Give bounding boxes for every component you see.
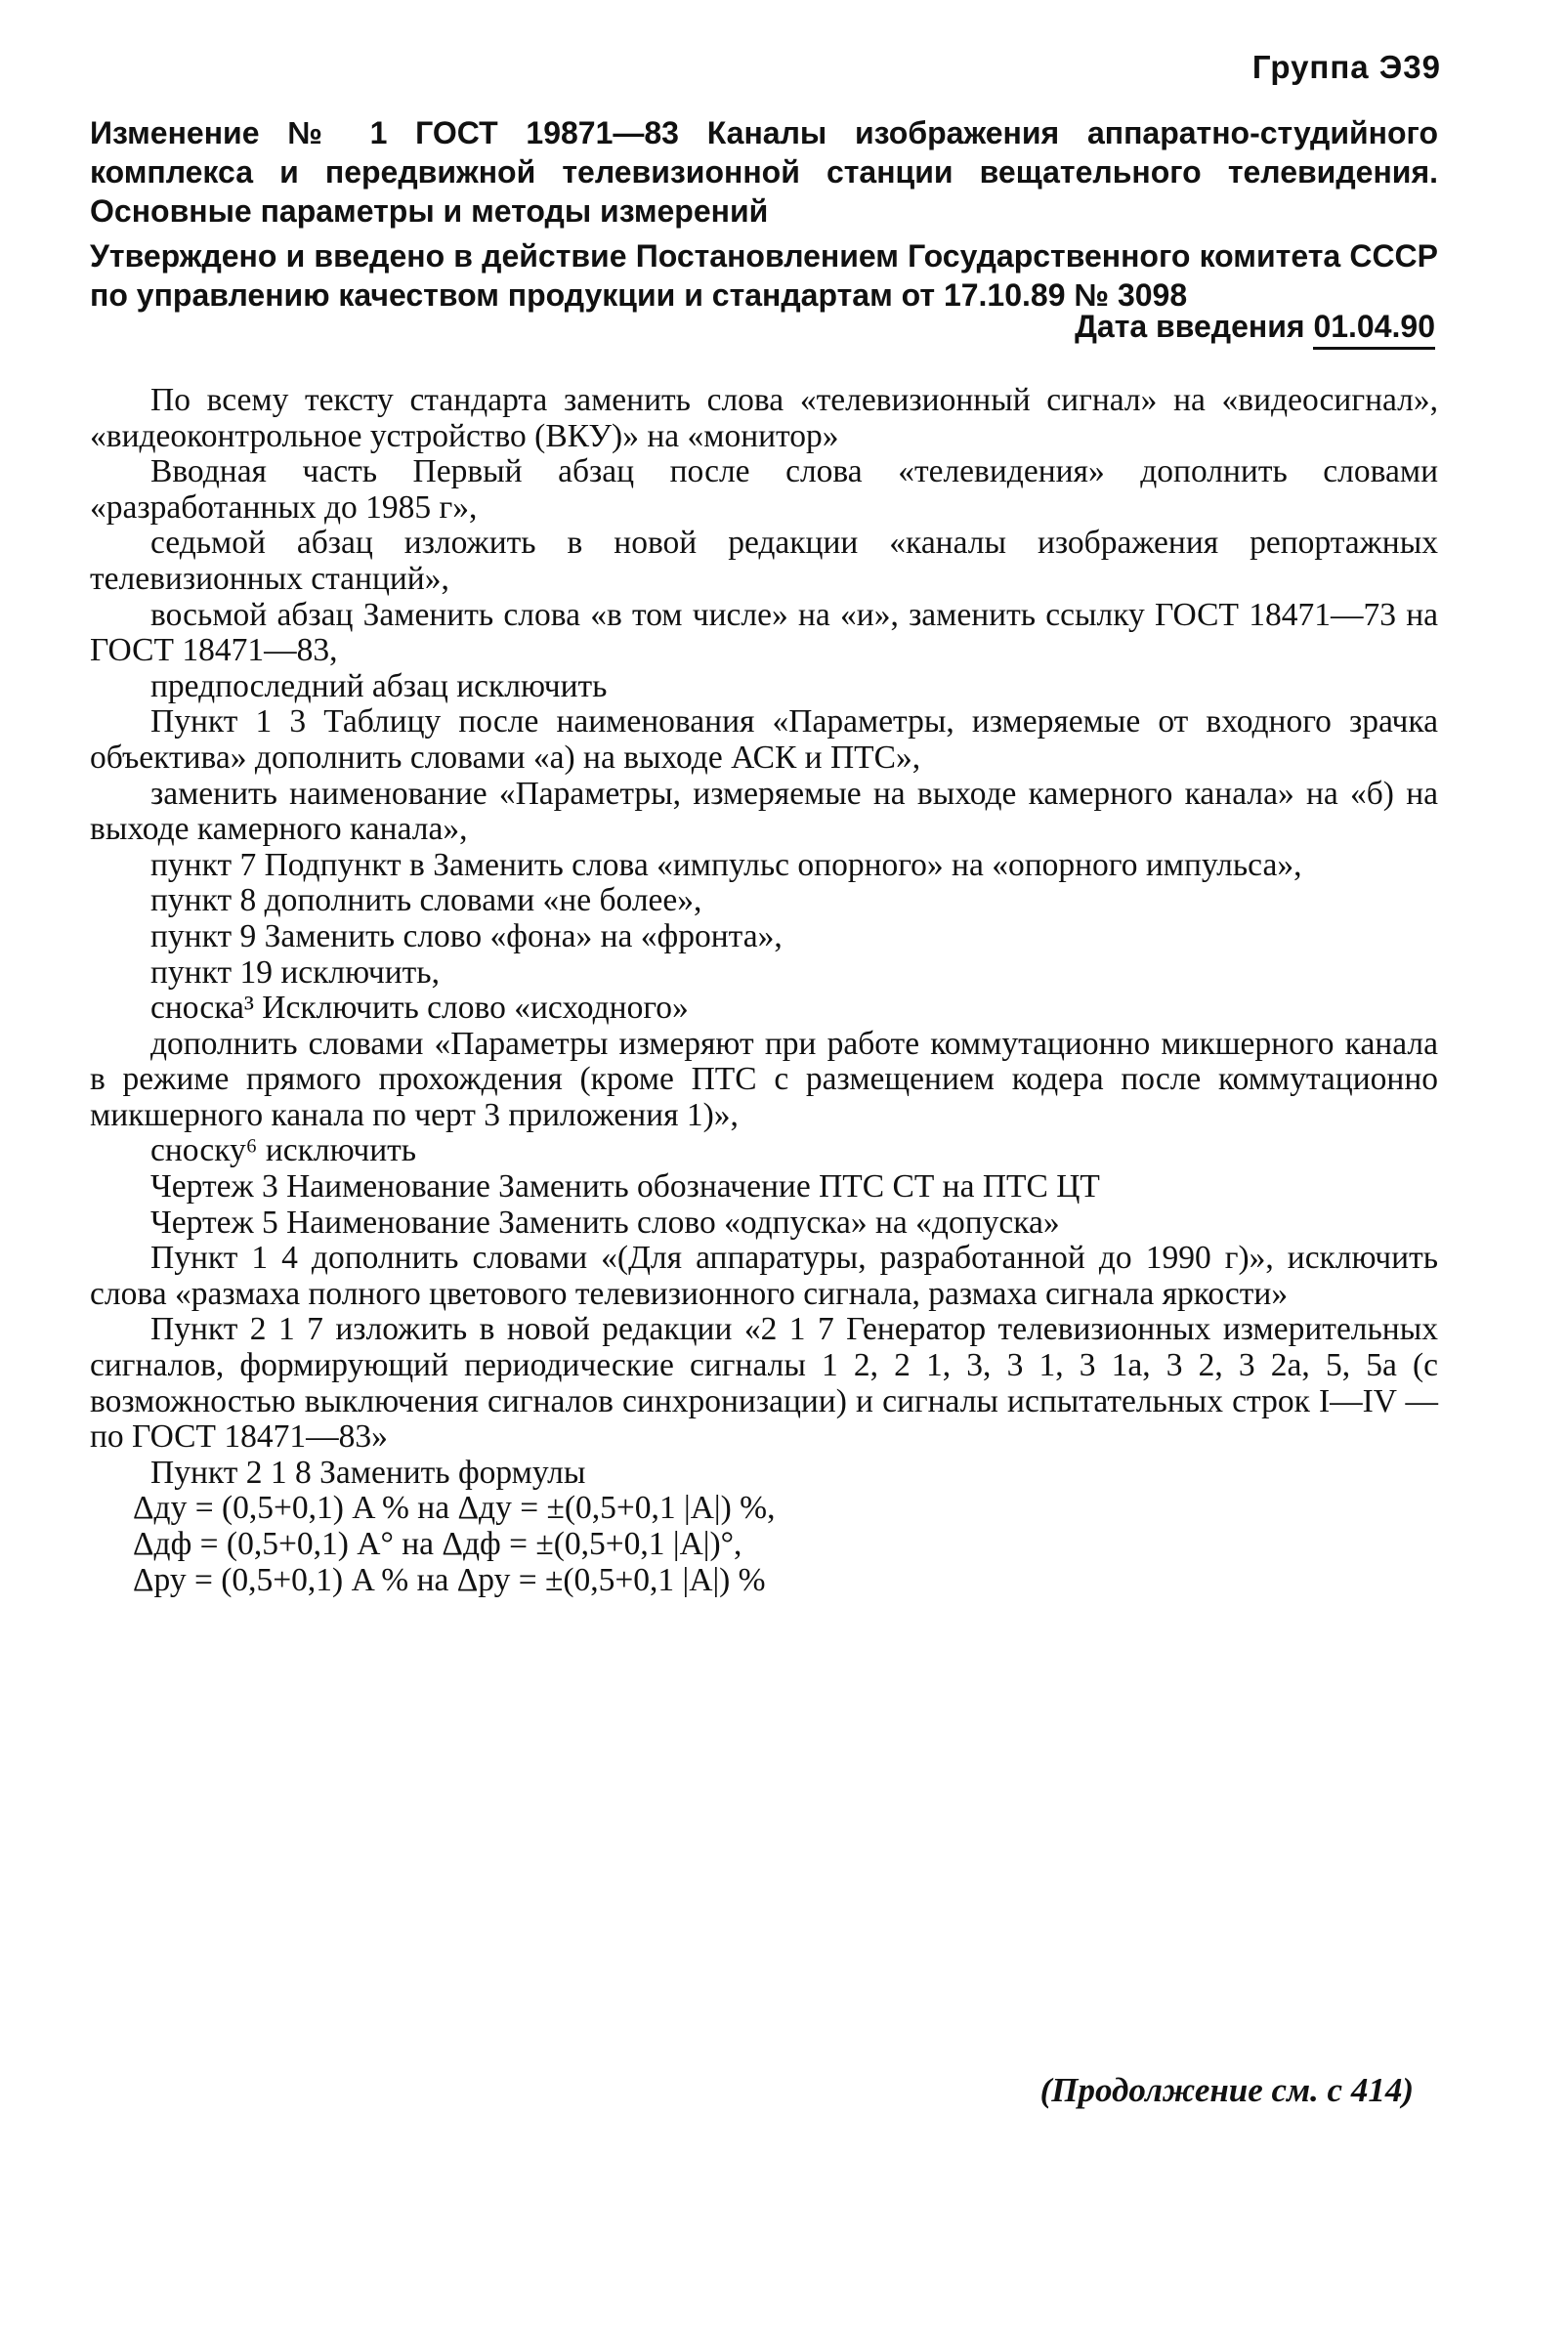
paragraph: сноску⁶ исключить	[150, 1132, 417, 1169]
paragraph: Пункт 2 1 7 изложить в новой редакции «2 1 7 Генератор телевизионных измерительных сигналов, формирующий периодические сигналы 1 2, 2 1, 3, 3 1, 3 1а, 3 2, 3 2а, 5, 5а (с возможностью выключения сигналов синхронизации) и сигналы испытательных строк I—IV — по ГОСТ 18471—83»	[90, 1311, 1438, 1456]
paragraph: По всему тексту стандарта заменить слова «телевизионный сигнал» на «видеосигнал», «видеоконтрольное устройство (ВКУ)» на «монитор»	[90, 382, 1438, 454]
amendment-body	[90, 383, 1438, 1598]
group-label: Группа Э39	[1251, 49, 1441, 85]
formula-line: Δду = (0,5+0,1) A % на Δду = ±(0,5+0,1 |A|) %,	[133, 1490, 776, 1527]
approval-statement: Утверждено и введено в действие Постановлением Государственного комитета СССР по управлению качеством продукции и стандартам от 17.10.89 № 3098	[90, 238, 1438, 313]
formulas-heading: Пункт 2 1 8 Заменить формулы	[150, 1454, 586, 1491]
paragraph: восьмой абзац Заменить слова «в том числе» на «и», заменить ссылку ГОСТ 18471—73 на ГОСТ 18471—83,	[90, 596, 1438, 669]
introduction-date	[1075, 309, 1435, 345]
paragraph: сноска³ Исключить слово «исходного»	[150, 990, 689, 1027]
paragraph: Чертеж 5 Наименование Заменить слово «одпуска» на «допуска»	[150, 1204, 1060, 1241]
introduction-date-value: 01.04.90	[1313, 309, 1435, 350]
formulas-block	[90, 1456, 1438, 1598]
formula-line: Δру = (0,5+0,1) A % на Δру = ±(0,5+0,1 |A|) %	[133, 1561, 766, 1598]
paragraph: пункт 8 дополнить словами «не более»,	[150, 882, 702, 919]
document-title: Изменение № 1 ГОСТ 19871—83 Каналы изображения аппаратно-студийного комплекса и передвижной телевизионной станции вещательного телевидения. Основные параметры и методы измерений	[90, 115, 1438, 229]
paragraph: пункт 7 Подпункт в Заменить слова «импульс опорного» на «опорного импульса»,	[150, 846, 1302, 883]
formula-line: Δдф = (0,5+0,1) A° на Δдф = ±(0,5+0,1 |A|)°,	[133, 1526, 742, 1562]
paragraph: Чертеж 3 Наименование Заменить обозначение ПТС СТ на ПТС ЦТ	[150, 1168, 1100, 1205]
paragraph: Пункт 1 3 Таблицу после наименования «Параметры, измеряемые от входного зрачка объектива» дополнить словами «а) на выходе АСК и ПТС»,	[90, 703, 1438, 776]
introduction-date-label: Дата введения	[1075, 309, 1305, 344]
paragraph: дополнить словами «Параметры измеряют при работе коммутационно микшерного канала в режиме прямого прохождения (кроме ПТС с размещением кодера после коммутационно микшерного канала по черт 3 приложения 1)»,	[90, 1025, 1438, 1133]
paragraph: пункт 19 исключить,	[150, 953, 440, 991]
continuation-note: (Продолжение см. с 414)	[1039, 2071, 1414, 2109]
paragraph: Пункт 1 4 дополнить словами «(Для аппаратуры, разработанной до 1990 г)», исключить слова «размаха полного цветового телевизионного сигнала, размаха сигнала яркости»	[90, 1240, 1438, 1312]
paragraph: Вводная часть Первый абзац после слова «телевидения» дополнить словами «разработанных до 1985 г»,	[90, 453, 1438, 526]
paragraph: заменить наименование «Параметры, измеряемые на выходе камерного канала» на «б) на выходе камерного канала»,	[90, 775, 1438, 848]
paragraph: предпоследний абзац исключить	[150, 667, 608, 704]
paragraph: седьмой абзац изложить в новой редакции «каналы изображения репортажных телевизионных станций»,	[90, 525, 1438, 597]
paragraph: пункт 9 Заменить слово «фона» на «фронта»,	[150, 917, 783, 954]
